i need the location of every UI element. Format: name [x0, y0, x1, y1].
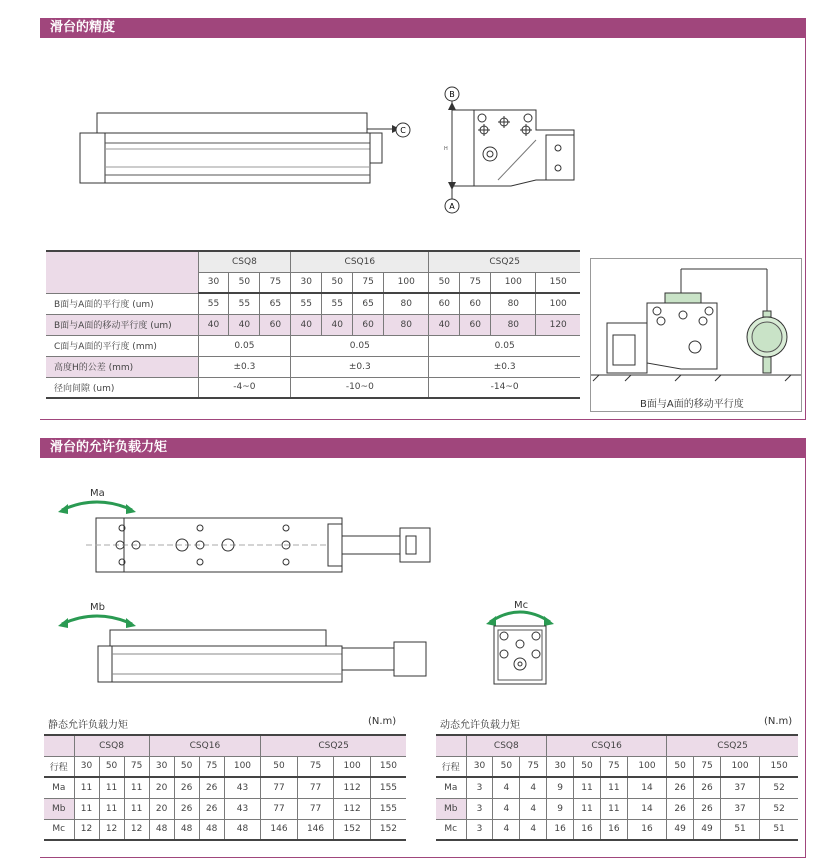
precision-table — [46, 250, 580, 399]
value-cell: 55 — [322, 293, 353, 314]
value-cell: 4 — [493, 798, 520, 819]
value-cell: 55 — [198, 293, 229, 314]
value-cell: 60 — [460, 314, 491, 335]
value-cell: 20 — [149, 798, 174, 819]
value-cell: 3 — [466, 798, 493, 819]
value-cell: ±0.3 — [429, 356, 580, 377]
stroke-cell: 75 — [600, 756, 627, 777]
dynamic-moment-table — [436, 734, 798, 841]
value-cell: 11 — [74, 777, 99, 798]
value-cell: 37 — [720, 798, 759, 819]
value-cell: -14~0 — [429, 377, 580, 398]
stroke-cell: 75 — [520, 756, 547, 777]
value-cell: 12 — [74, 819, 99, 840]
stroke-label: 行程 — [436, 756, 466, 777]
value-cell: 112 — [334, 777, 371, 798]
precision-group-csq25: CSQ25 — [429, 251, 580, 272]
value-cell: 0.05 — [291, 335, 429, 356]
value-cell: 155 — [370, 777, 406, 798]
value-cell: 40 — [198, 314, 229, 335]
value-cell: 52 — [760, 777, 798, 798]
row-label-ma: Ma — [436, 777, 466, 798]
value-cell: 4 — [493, 777, 520, 798]
stroke-cell: 30 — [291, 272, 322, 293]
dynamic-group-csq25: CSQ25 — [667, 735, 798, 756]
svg-text:Ma: Ma — [90, 488, 105, 499]
row-label-mb: Mb — [436, 798, 466, 819]
stroke-cell: 50 — [574, 756, 601, 777]
value-cell: 26 — [694, 798, 721, 819]
stroke-cell: 50 — [493, 756, 520, 777]
stroke-cell: 100 — [491, 272, 536, 293]
stroke-cell: 50 — [322, 272, 353, 293]
stroke-cell: 75 — [297, 756, 334, 777]
value-cell: 3 — [466, 777, 493, 798]
svg-text:C: C — [400, 126, 406, 135]
value-cell: 155 — [370, 798, 406, 819]
stroke-cell: 30 — [149, 756, 174, 777]
value-cell: 0.05 — [198, 335, 291, 356]
stroke-cell: 75 — [694, 756, 721, 777]
value-cell: 48 — [224, 819, 261, 840]
svg-text:H: H — [444, 146, 448, 152]
value-cell: 16 — [600, 819, 627, 840]
row-label-mc: Mc — [436, 819, 466, 840]
value-cell: 152 — [370, 819, 406, 840]
value-cell: 60 — [260, 314, 291, 335]
value-cell: 80 — [491, 293, 536, 314]
value-cell: 11 — [74, 798, 99, 819]
value-cell: 11 — [574, 777, 601, 798]
value-cell: 60 — [353, 314, 384, 335]
value-cell: 26 — [174, 798, 199, 819]
row-label-h: 高度H的公差 (mm) — [46, 356, 198, 377]
value-cell: 49 — [694, 819, 721, 840]
value-cell: 49 — [667, 819, 694, 840]
section-header-precision: 滑台的精度 — [40, 18, 806, 38]
stroke-cell: 100 — [334, 756, 371, 777]
dynamic-group-csq16: CSQ16 — [547, 735, 667, 756]
precision-group-csq16: CSQ16 — [291, 251, 429, 272]
stroke-cell: 75 — [460, 272, 491, 293]
value-cell: 100 — [536, 293, 580, 314]
value-cell: 11 — [99, 798, 124, 819]
value-cell: 60 — [429, 293, 460, 314]
measurement-diagram — [591, 259, 801, 391]
value-cell: 12 — [99, 819, 124, 840]
slide-side-view-drawing — [70, 105, 420, 195]
stroke-cell: 30 — [198, 272, 229, 293]
value-cell: 77 — [261, 798, 298, 819]
value-cell: -4~0 — [198, 377, 291, 398]
stroke-cell: 150 — [370, 756, 406, 777]
value-cell: 40 — [429, 314, 460, 335]
value-cell: 9 — [547, 798, 574, 819]
stroke-cell: 75 — [199, 756, 224, 777]
value-cell: 20 — [149, 777, 174, 798]
value-cell: 26 — [667, 777, 694, 798]
stroke-cell: 30 — [547, 756, 574, 777]
value-cell: 16 — [574, 819, 601, 840]
stroke-label: 行程 — [44, 756, 74, 777]
mc-moment-drawing — [482, 598, 562, 690]
value-cell: 146 — [261, 819, 298, 840]
stroke-cell: 50 — [261, 756, 298, 777]
value-cell: 40 — [291, 314, 322, 335]
value-cell: 60 — [460, 293, 491, 314]
value-cell: 65 — [353, 293, 384, 314]
value-cell: 52 — [760, 798, 798, 819]
value-cell: 11 — [124, 798, 149, 819]
row-label-mb: Mb — [44, 798, 74, 819]
static-table-title: 静态允许负载力矩 — [48, 720, 128, 731]
value-cell: 4 — [520, 819, 547, 840]
static-moment-table — [44, 734, 406, 841]
value-cell: 51 — [760, 819, 798, 840]
value-cell: 43 — [224, 777, 261, 798]
value-cell: 4 — [520, 798, 547, 819]
value-cell: 112 — [334, 798, 371, 819]
value-cell: 26 — [694, 777, 721, 798]
value-cell: 77 — [297, 798, 334, 819]
stroke-cell: 75 — [353, 272, 384, 293]
value-cell: 11 — [99, 777, 124, 798]
section-header-moment: 滑台的允许负载力矩 — [40, 438, 806, 458]
static-table-unit: (N.m) — [368, 716, 397, 727]
value-cell: 16 — [547, 819, 574, 840]
value-cell: 37 — [720, 777, 759, 798]
measurement-diagram-caption: B面与A面的移动平行度 — [640, 399, 744, 410]
value-cell: 9 — [547, 777, 574, 798]
value-cell: 55 — [291, 293, 322, 314]
dynamic-group-csq8: CSQ8 — [466, 735, 547, 756]
mb-moment-drawing — [50, 598, 450, 694]
value-cell: 3 — [466, 819, 493, 840]
stroke-cell: 100 — [224, 756, 261, 777]
value-cell: ±0.3 — [291, 356, 429, 377]
svg-text:A: A — [449, 202, 455, 211]
stroke-cell: 150 — [760, 756, 798, 777]
value-cell: 11 — [600, 777, 627, 798]
row-label-ma: Ma — [44, 777, 74, 798]
value-cell: -10~0 — [291, 377, 429, 398]
stroke-cell: 50 — [429, 272, 460, 293]
value-cell: 11 — [600, 798, 627, 819]
row-label-b-a: B面与A面的平行度 (um) — [46, 293, 198, 314]
label-c-circle — [394, 121, 412, 139]
value-cell: 26 — [199, 798, 224, 819]
value-cell: 11 — [574, 798, 601, 819]
value-cell: 26 — [667, 798, 694, 819]
row-label-b-a-move: B面与A面的移动平行度 (um) — [46, 314, 198, 335]
row-label-gap: 径向间隙 (um) — [46, 377, 198, 398]
value-cell: 12 — [124, 819, 149, 840]
value-cell: 65 — [260, 293, 291, 314]
value-cell: 16 — [627, 819, 666, 840]
dynamic-table-title: 动态允许负载力矩 — [440, 720, 520, 731]
stroke-cell: 30 — [466, 756, 493, 777]
value-cell: 146 — [297, 819, 334, 840]
stroke-cell: 50 — [667, 756, 694, 777]
static-group-csq25: CSQ25 — [261, 735, 406, 756]
stroke-cell: 100 — [627, 756, 666, 777]
value-cell: 48 — [174, 819, 199, 840]
stroke-cell: 50 — [229, 272, 260, 293]
value-cell: 80 — [384, 293, 429, 314]
value-cell: 26 — [199, 777, 224, 798]
value-cell: 80 — [384, 314, 429, 335]
precision-group-csq8: CSQ8 — [198, 251, 291, 272]
value-cell: 4 — [493, 819, 520, 840]
stroke-cell: 75 — [124, 756, 149, 777]
slide-end-view-drawing — [436, 80, 596, 220]
value-cell: 152 — [334, 819, 371, 840]
stroke-cell: 75 — [260, 272, 291, 293]
value-cell: 14 — [627, 798, 666, 819]
stroke-cell: 50 — [174, 756, 199, 777]
stroke-cell: 150 — [536, 272, 580, 293]
value-cell: 14 — [627, 777, 666, 798]
static-group-csq8: CSQ8 — [74, 735, 149, 756]
value-cell: 4 — [520, 777, 547, 798]
value-cell: 26 — [174, 777, 199, 798]
value-cell: 0.05 — [429, 335, 580, 356]
value-cell: ±0.3 — [198, 356, 291, 377]
value-cell: 80 — [491, 314, 536, 335]
value-cell: 48 — [199, 819, 224, 840]
dynamic-table-unit: (N.m) — [764, 716, 793, 727]
ma-moment-drawing — [50, 484, 450, 584]
value-cell: 77 — [297, 777, 334, 798]
value-cell: 40 — [229, 314, 260, 335]
row-label-c-a: C面与A面的平行度 (mm) — [46, 335, 198, 356]
stroke-cell: 30 — [74, 756, 99, 777]
svg-text:Mb: Mb — [90, 602, 105, 613]
value-cell: 120 — [536, 314, 580, 335]
stroke-cell: 100 — [720, 756, 759, 777]
svg-text:B: B — [449, 90, 455, 99]
value-cell: 11 — [124, 777, 149, 798]
stroke-cell: 50 — [99, 756, 124, 777]
stroke-cell: 100 — [384, 272, 429, 293]
static-group-csq16: CSQ16 — [149, 735, 261, 756]
value-cell: 55 — [229, 293, 260, 314]
value-cell: 48 — [149, 819, 174, 840]
svg-text:Mc: Mc — [514, 600, 529, 611]
value-cell: 51 — [720, 819, 759, 840]
value-cell: 77 — [261, 777, 298, 798]
value-cell: 40 — [322, 314, 353, 335]
value-cell: 43 — [224, 798, 261, 819]
row-label-mc: Mc — [44, 819, 74, 840]
